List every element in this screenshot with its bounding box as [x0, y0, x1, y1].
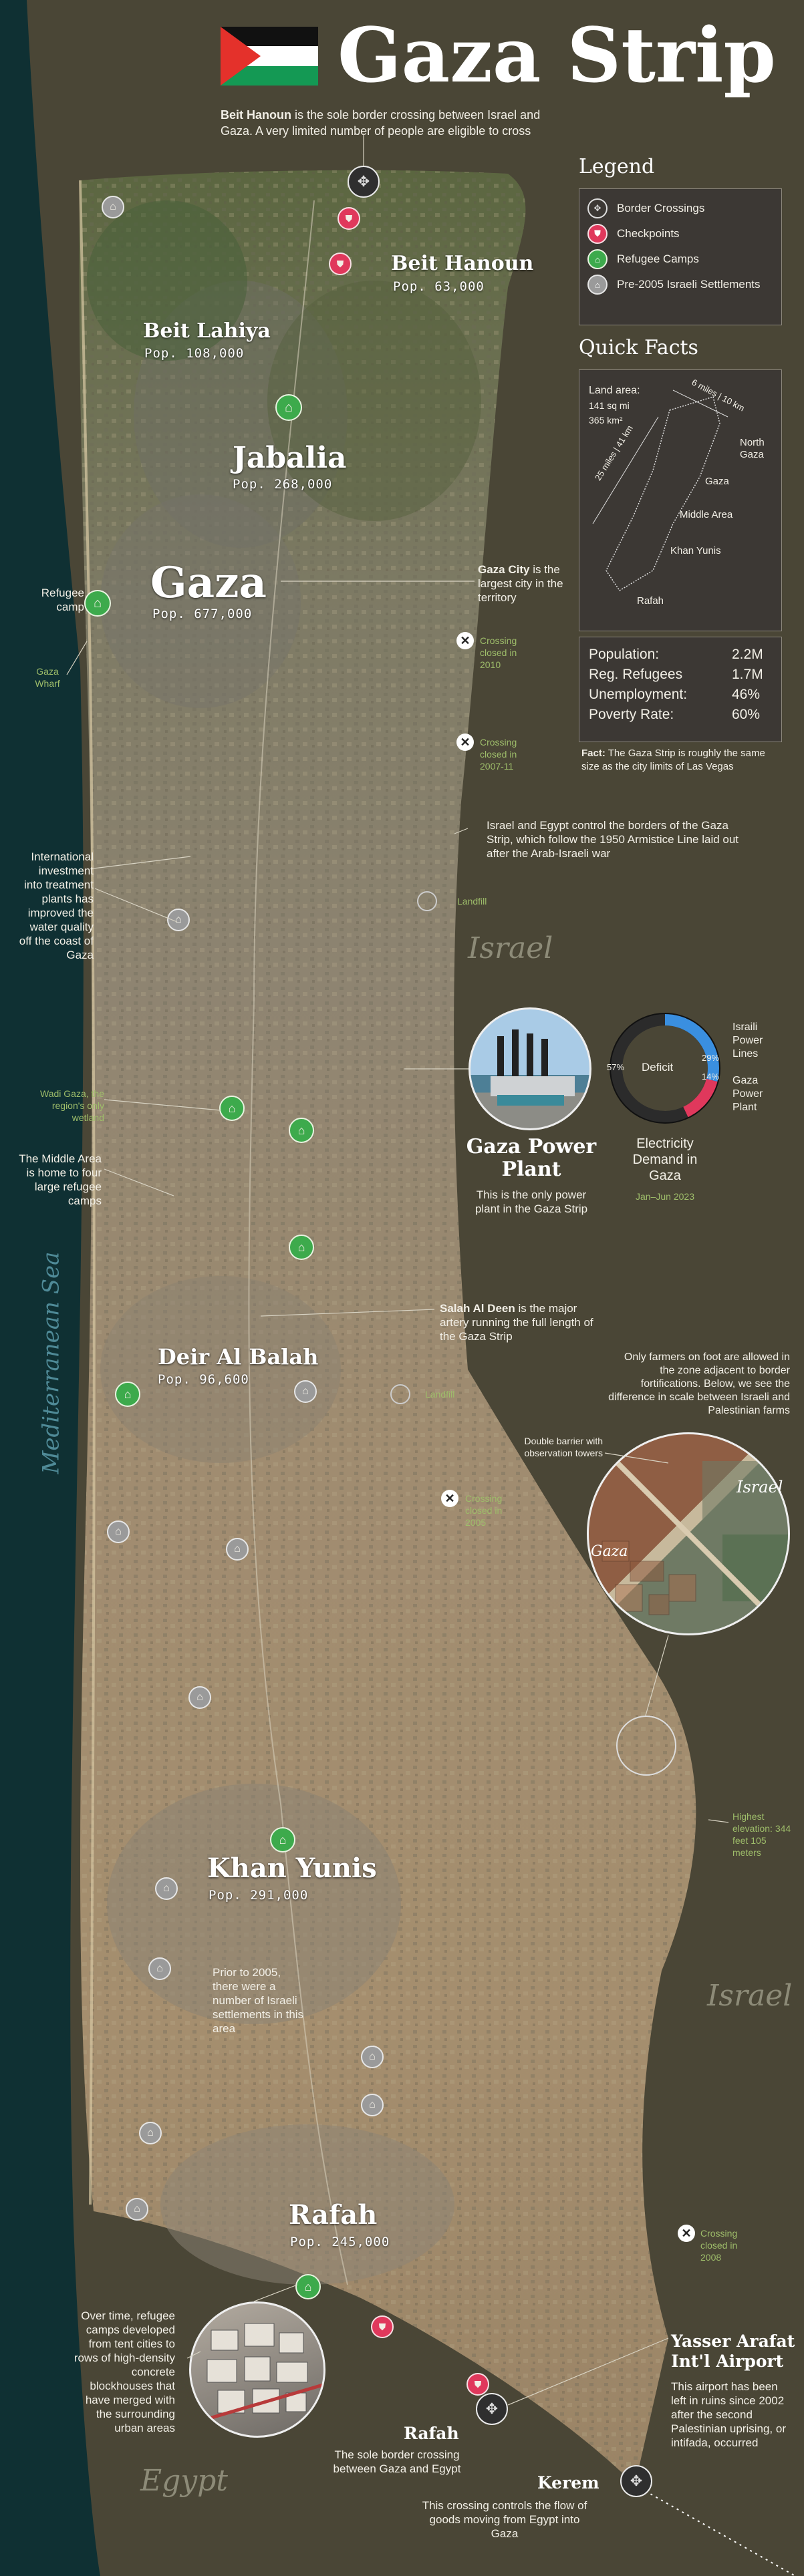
note-double-barrier: Double barrier with observation towers [524, 1436, 603, 1458]
region-middle-area: Middle Area [680, 509, 733, 520]
airport-text: This airport has been left in ruins since 2002 after the second Palestinian uprising, or intifada, occurred [671, 2380, 786, 2449]
camp-icon: ⌂ [275, 394, 302, 421]
pop-beit-hanoun: Pop. 63,000 [393, 279, 485, 294]
settlement-icon: ⌂ [148, 1957, 171, 1980]
note-crossing-2008: Crossing closed in 2008 [700, 2228, 738, 2263]
power-plant-title: Gaza Power Plant [466, 1135, 597, 1181]
kerem-title: Kerem [537, 2473, 599, 2492]
pop-gaza: Pop. 677,000 [152, 607, 253, 621]
fact-bold: Fact: [581, 748, 606, 759]
settlement-icon: ⌂ [155, 1877, 178, 1900]
city-jabalia: Jabalia [233, 441, 347, 475]
length-label: 25 miles | 41 km [593, 423, 635, 482]
stat-label: Population: [589, 647, 660, 662]
city-rafah: Rafah [289, 2199, 378, 2231]
donut-deficit-pct: 57% [607, 1062, 625, 1072]
stat-label: Reg. Refugees [589, 667, 683, 682]
rafah-crossing-text: The sole border crossing between Gaza and Egypt [333, 2448, 461, 2475]
fact-text: The Gaza Strip is roughly the same size as the city limits of Las Vegas [581, 748, 765, 772]
closed-crossing-icon: ✕ [678, 2225, 695, 2242]
note-highest-elevation: Highest elevation: 344 feet 105 meters [732, 1811, 791, 1858]
region-north-gaza: North Gaza [740, 437, 765, 460]
city-khan-yunis: Khan Yunis [207, 1853, 377, 1884]
crossing-icon: ✥ [587, 198, 608, 218]
checkpoint-icon: ⛊ [587, 224, 608, 244]
label-mediterranean-sea: Mediterranean Sea [37, 1251, 65, 1474]
city-beit-lahiya: Beit Lahiya [143, 319, 271, 343]
inset-label-israel: Israel [736, 1478, 783, 1496]
camp-icon: ⌂ [587, 249, 608, 269]
settlement-icon: ⌂ [126, 2198, 148, 2221]
checkpoint-icon: ⛊ [329, 253, 352, 275]
crossing-icon: ✥ [348, 166, 380, 198]
power-plant-text: This is the only power plant in the Gaza Strip [475, 1188, 588, 1215]
region-khan-yunis: Khan Yunis [670, 545, 721, 556]
note-salah-bold: Salah Al Deen [440, 1302, 515, 1315]
rafah-crossing-title: Rafah [404, 2424, 459, 2443]
note-investment: International investment into treatment plants has improved the water quality off the coast of Gaza [19, 850, 94, 961]
camp-icon: ⌂ [219, 1096, 245, 1121]
stat-value: 2.2M [732, 647, 763, 662]
pop-khan-yunis: Pop. 291,000 [209, 1888, 309, 1903]
kerem-text: This crossing controls the flow of goods moving from Egypt into Gaza [422, 2499, 587, 2540]
settlement-icon: ⌂ [167, 909, 190, 931]
subtitle-bold: Beit Hanoun [221, 108, 291, 122]
land-area-sqmi: 141 sq mi [589, 400, 630, 411]
city-deir-al-balah: Deir Al Balah [158, 1344, 319, 1370]
settlement-icon: ⌂ [188, 1686, 211, 1709]
donut-title: Electricity Demand in Gaza [632, 1136, 698, 1183]
inset-label-gaza: Gaza [591, 1543, 628, 1560]
settlement-icon: ⌂ [107, 1520, 130, 1543]
stat-label: Poverty Rate: [589, 707, 674, 722]
pop-rafah: Pop. 245,000 [290, 2235, 390, 2249]
quick-facts-title: Quick Facts [579, 336, 698, 359]
note-gaza-wharf: Gaza Wharf [35, 666, 60, 689]
settlement-icon: ⌂ [102, 196, 124, 218]
legend-title: Legend [579, 155, 655, 178]
page-title: Gaza Strip [338, 12, 776, 100]
closed-crossing-icon: ✕ [441, 1490, 458, 1507]
checkpoint-icon: ⛊ [338, 207, 360, 230]
pop-beit-lahiya: Pop. 108,000 [144, 346, 245, 361]
legend-label: Pre-2005 Israeli Settlements [617, 278, 761, 291]
note-landfill-2: Landfill [425, 1389, 455, 1400]
checkpoint-icon: ⛊ [371, 2315, 394, 2338]
note-borders: Israel and Egypt control the borders of the Gaza Strip, which follow the 1950 Armistice Line laid out after the Arab-Israeli war [487, 819, 739, 860]
region-rafah: Rafah [637, 595, 664, 607]
legend-label: Checkpoints [617, 227, 680, 240]
pop-jabalia: Pop. 268,000 [233, 477, 333, 492]
subtitle-text: is the sole border crossing between Israel and Gaza. A very limited number of people are eligible to cross [221, 108, 541, 138]
note-salah-text: is the major artery running the full length of the Gaza Strip [440, 1302, 593, 1343]
donut-center-label: Deficit [642, 1061, 674, 1074]
donut-subtitle: Jan–Jun 2023 [636, 1191, 694, 1202]
stat-label: Unemployment: [589, 687, 688, 702]
land-area-km: 365 km² [589, 415, 623, 426]
note-refugee-camp: Refugee camp [41, 587, 84, 613]
note-landfill-1: Landfill [457, 896, 487, 907]
crossing-icon: ✥ [620, 2465, 652, 2497]
donut-israeli-pct: 29% [702, 1053, 720, 1063]
width-label: 6 miles | 10 km [690, 377, 747, 414]
donut-israeli-label: Israili Power Lines [732, 1021, 763, 1060]
camp-icon: ⌂ [295, 2274, 321, 2299]
settlement-icon: ⌂ [587, 275, 608, 295]
crossing-icon: ✥ [476, 2393, 508, 2425]
note-crossing-2007: Crossing closed in 2007-11 [480, 737, 517, 772]
note-farmers: Only farmers on foot are allowed in the zone adjacent to border fortifications. Below, we see the difference in scale between Israeli and Palestinian farms [608, 1351, 790, 1416]
note-crossing-2010: Crossing closed in 2010 [480, 635, 517, 670]
legend-label: Refugee Camps [617, 253, 699, 265]
closed-crossing-icon: ✕ [456, 734, 474, 751]
label-israel-north: Israel [468, 931, 553, 965]
city-gaza: Gaza [150, 558, 267, 608]
camp-icon: ⌂ [289, 1235, 314, 1260]
legend-label: Border Crossings [617, 202, 705, 214]
label-israel-south: Israel [707, 1979, 793, 2013]
stat-value: 60% [732, 707, 761, 722]
pop-deir-al-balah: Pop. 96,600 [158, 1372, 249, 1387]
settlement-icon: ⌂ [139, 2122, 162, 2144]
donut-gaza-pct: 14% [702, 1072, 720, 1082]
closed-crossing-icon: ✕ [456, 632, 474, 649]
camp-icon: ⌂ [115, 1382, 140, 1407]
settlement-icon: ⌂ [226, 1538, 249, 1561]
region-gaza: Gaza [705, 476, 729, 487]
camp-icon: ⌂ [270, 1827, 295, 1853]
stat-value: 1.7M [732, 667, 763, 682]
settlement-icon: ⌂ [294, 1380, 317, 1403]
note-gaza-city-text: is the largest city in the territory [478, 563, 563, 604]
note-settlements: Prior to 2005, there were a number of Israeli settlements in this area [213, 1966, 304, 2035]
city-beit-hanoun: Beit Hanoun [391, 252, 534, 275]
camp-icon: ⌂ [289, 1118, 314, 1143]
camp-icon: ⌂ [84, 590, 111, 617]
label-egypt: Egypt [140, 2464, 228, 2498]
checkpoint-icon: ⛊ [466, 2373, 489, 2396]
note-camps-development: Over time, refugee camps developed from tent cities to rows of high-density concrete blockhouses that have merged with the surrounding urban areas [74, 2309, 175, 2434]
settlement-icon: ⌂ [361, 2094, 384, 2116]
settlement-icon: ⌂ [361, 2046, 384, 2068]
note-wadi-gaza: Wadi Gaza, the region's only wetland [40, 1088, 104, 1123]
note-crossing-2005: Crossing closed in 2005 [465, 1493, 503, 1528]
note-middle-area: The Middle Area is home to four large refugee camps [19, 1152, 102, 1207]
note-gaza-city-bold: Gaza City [478, 563, 530, 576]
donut-gaza-label: Gaza Power Plant [732, 1075, 763, 1113]
land-area-label: Land area: [589, 385, 640, 396]
stat-value: 46% [732, 687, 761, 702]
airport-title: Yasser Arafat Int'l Airport [671, 2331, 795, 2371]
